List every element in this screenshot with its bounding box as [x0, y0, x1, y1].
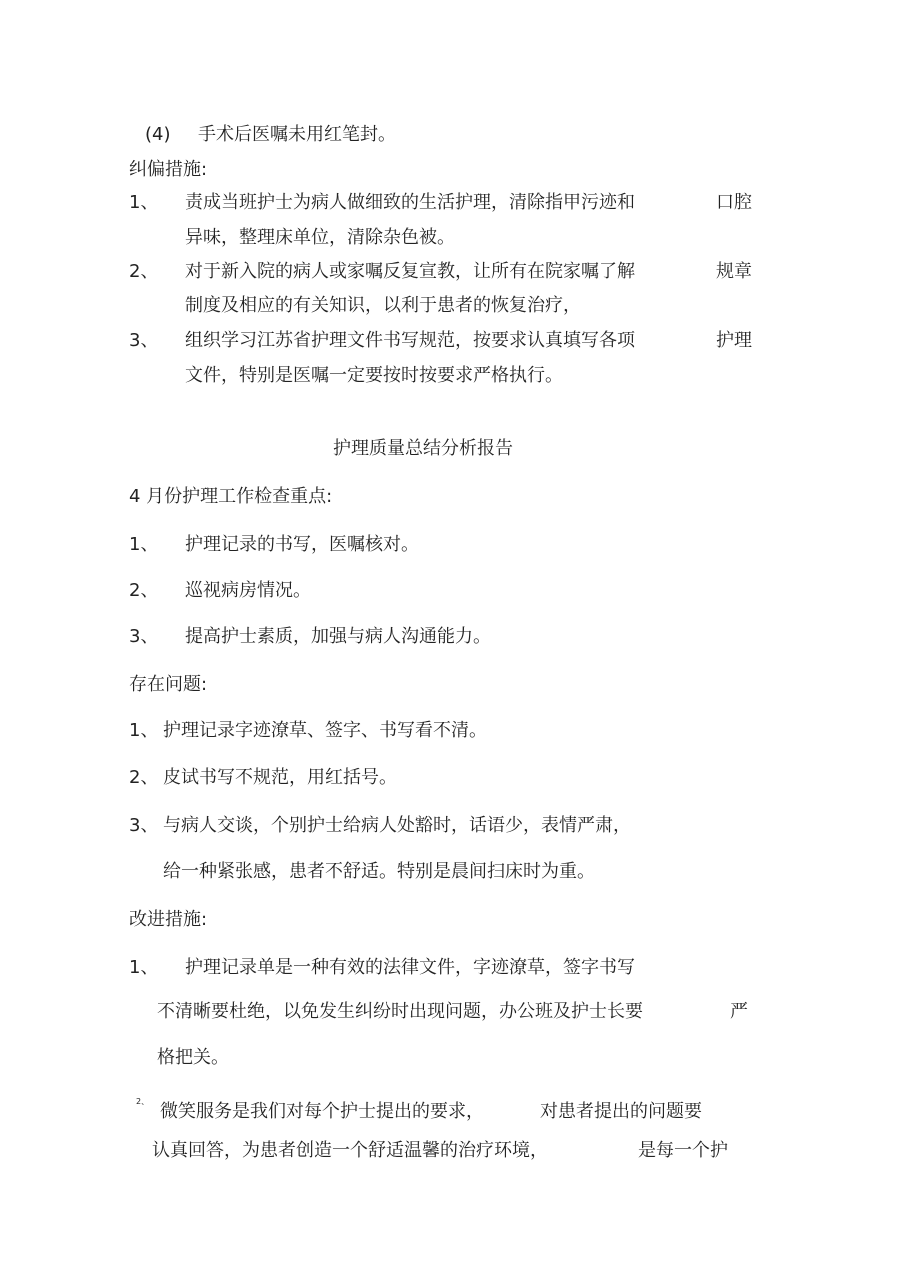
item-text-tail: 严: [730, 1001, 748, 1022]
item-text: 与病人交谈，个别护士给病人处豁时，话语少，表情严肃，: [163, 815, 631, 836]
item-number: 2、: [136, 1097, 150, 1106]
section-heading: 存在问题:: [129, 674, 208, 695]
item-text-cont: 制度及相应的有关知识，以利于患者的恢复治疗，: [185, 295, 581, 316]
item-text: 对患者提出的问题要: [540, 1101, 702, 1122]
item-number: 3、: [129, 330, 159, 351]
item-number: 3、: [129, 626, 159, 647]
item-text: 对于新入院的病人或家嘱反复宣教，让所有在院家嘱了解: [185, 261, 635, 282]
item-number: 2、: [129, 767, 159, 788]
item-number: 2、: [129, 261, 159, 282]
item-text: 微笑服务是我们对每个护士提出的要求，: [160, 1101, 484, 1122]
item-text-tail: 护理: [716, 330, 752, 351]
item-text: 责成当班护士为病人做细致的生活护理，清除指甲污迹和: [185, 192, 635, 213]
item-text-tail: 口腔: [716, 192, 752, 213]
item-text-cont: 给一种紧张感，患者不舒适。特别是晨间扫床时为重。: [163, 861, 595, 882]
item-number: 3、: [129, 815, 159, 836]
item-number: (4): [145, 124, 171, 145]
item-text-cont: 文件，特别是医嘱一定要按时按要求严格执行。: [185, 365, 563, 386]
item-text: 组织学习江苏省护理文件书写规范，按要求认真填写各项: [185, 330, 635, 351]
item-number: 1、: [129, 534, 159, 555]
item-text-cont: 是每一个护: [638, 1140, 728, 1161]
item-text: 护理记录的书写，医嘱核对。: [185, 534, 419, 555]
item-text-cont: 格把关。: [157, 1047, 229, 1068]
item-number: 2、: [129, 580, 159, 601]
item-text-cont: 认真回答，为患者创造一个舒适温馨的治疗环境，: [152, 1140, 548, 1161]
item-text-cont: 异味，整理床单位，清除杂色被。: [185, 227, 455, 248]
report-title: 护理质量总结分析报告: [333, 438, 513, 459]
section-heading: 纠偏措施:: [129, 159, 208, 180]
section-heading: 改进措施:: [129, 909, 208, 930]
item-number: 1、: [129, 192, 159, 213]
item-text: 手术后医嘱未用红笔封。: [198, 124, 396, 145]
item-text-cont: 不清晰要杜绝，以免发生纠纷时出现问题，办公班及护士长要: [157, 1001, 643, 1022]
item-text: 皮试书写不规范，用红括号。: [163, 767, 397, 788]
item-text-tail: 规章: [716, 261, 752, 282]
item-number: 1、: [129, 720, 159, 741]
item-number: 1、: [129, 957, 159, 978]
item-text: 护理记录字迹潦草、签字、书写看不清。: [163, 720, 487, 741]
item-text: 提高护士素质，加强与病人沟通能力。: [185, 626, 491, 647]
item-text: 护理记录单是一种有效的法律文件，字迹潦草，签字书写: [185, 957, 635, 978]
section-heading: 4 月份护理工作检查重点:: [129, 486, 333, 507]
item-text: 巡视病房情况。: [185, 580, 311, 601]
